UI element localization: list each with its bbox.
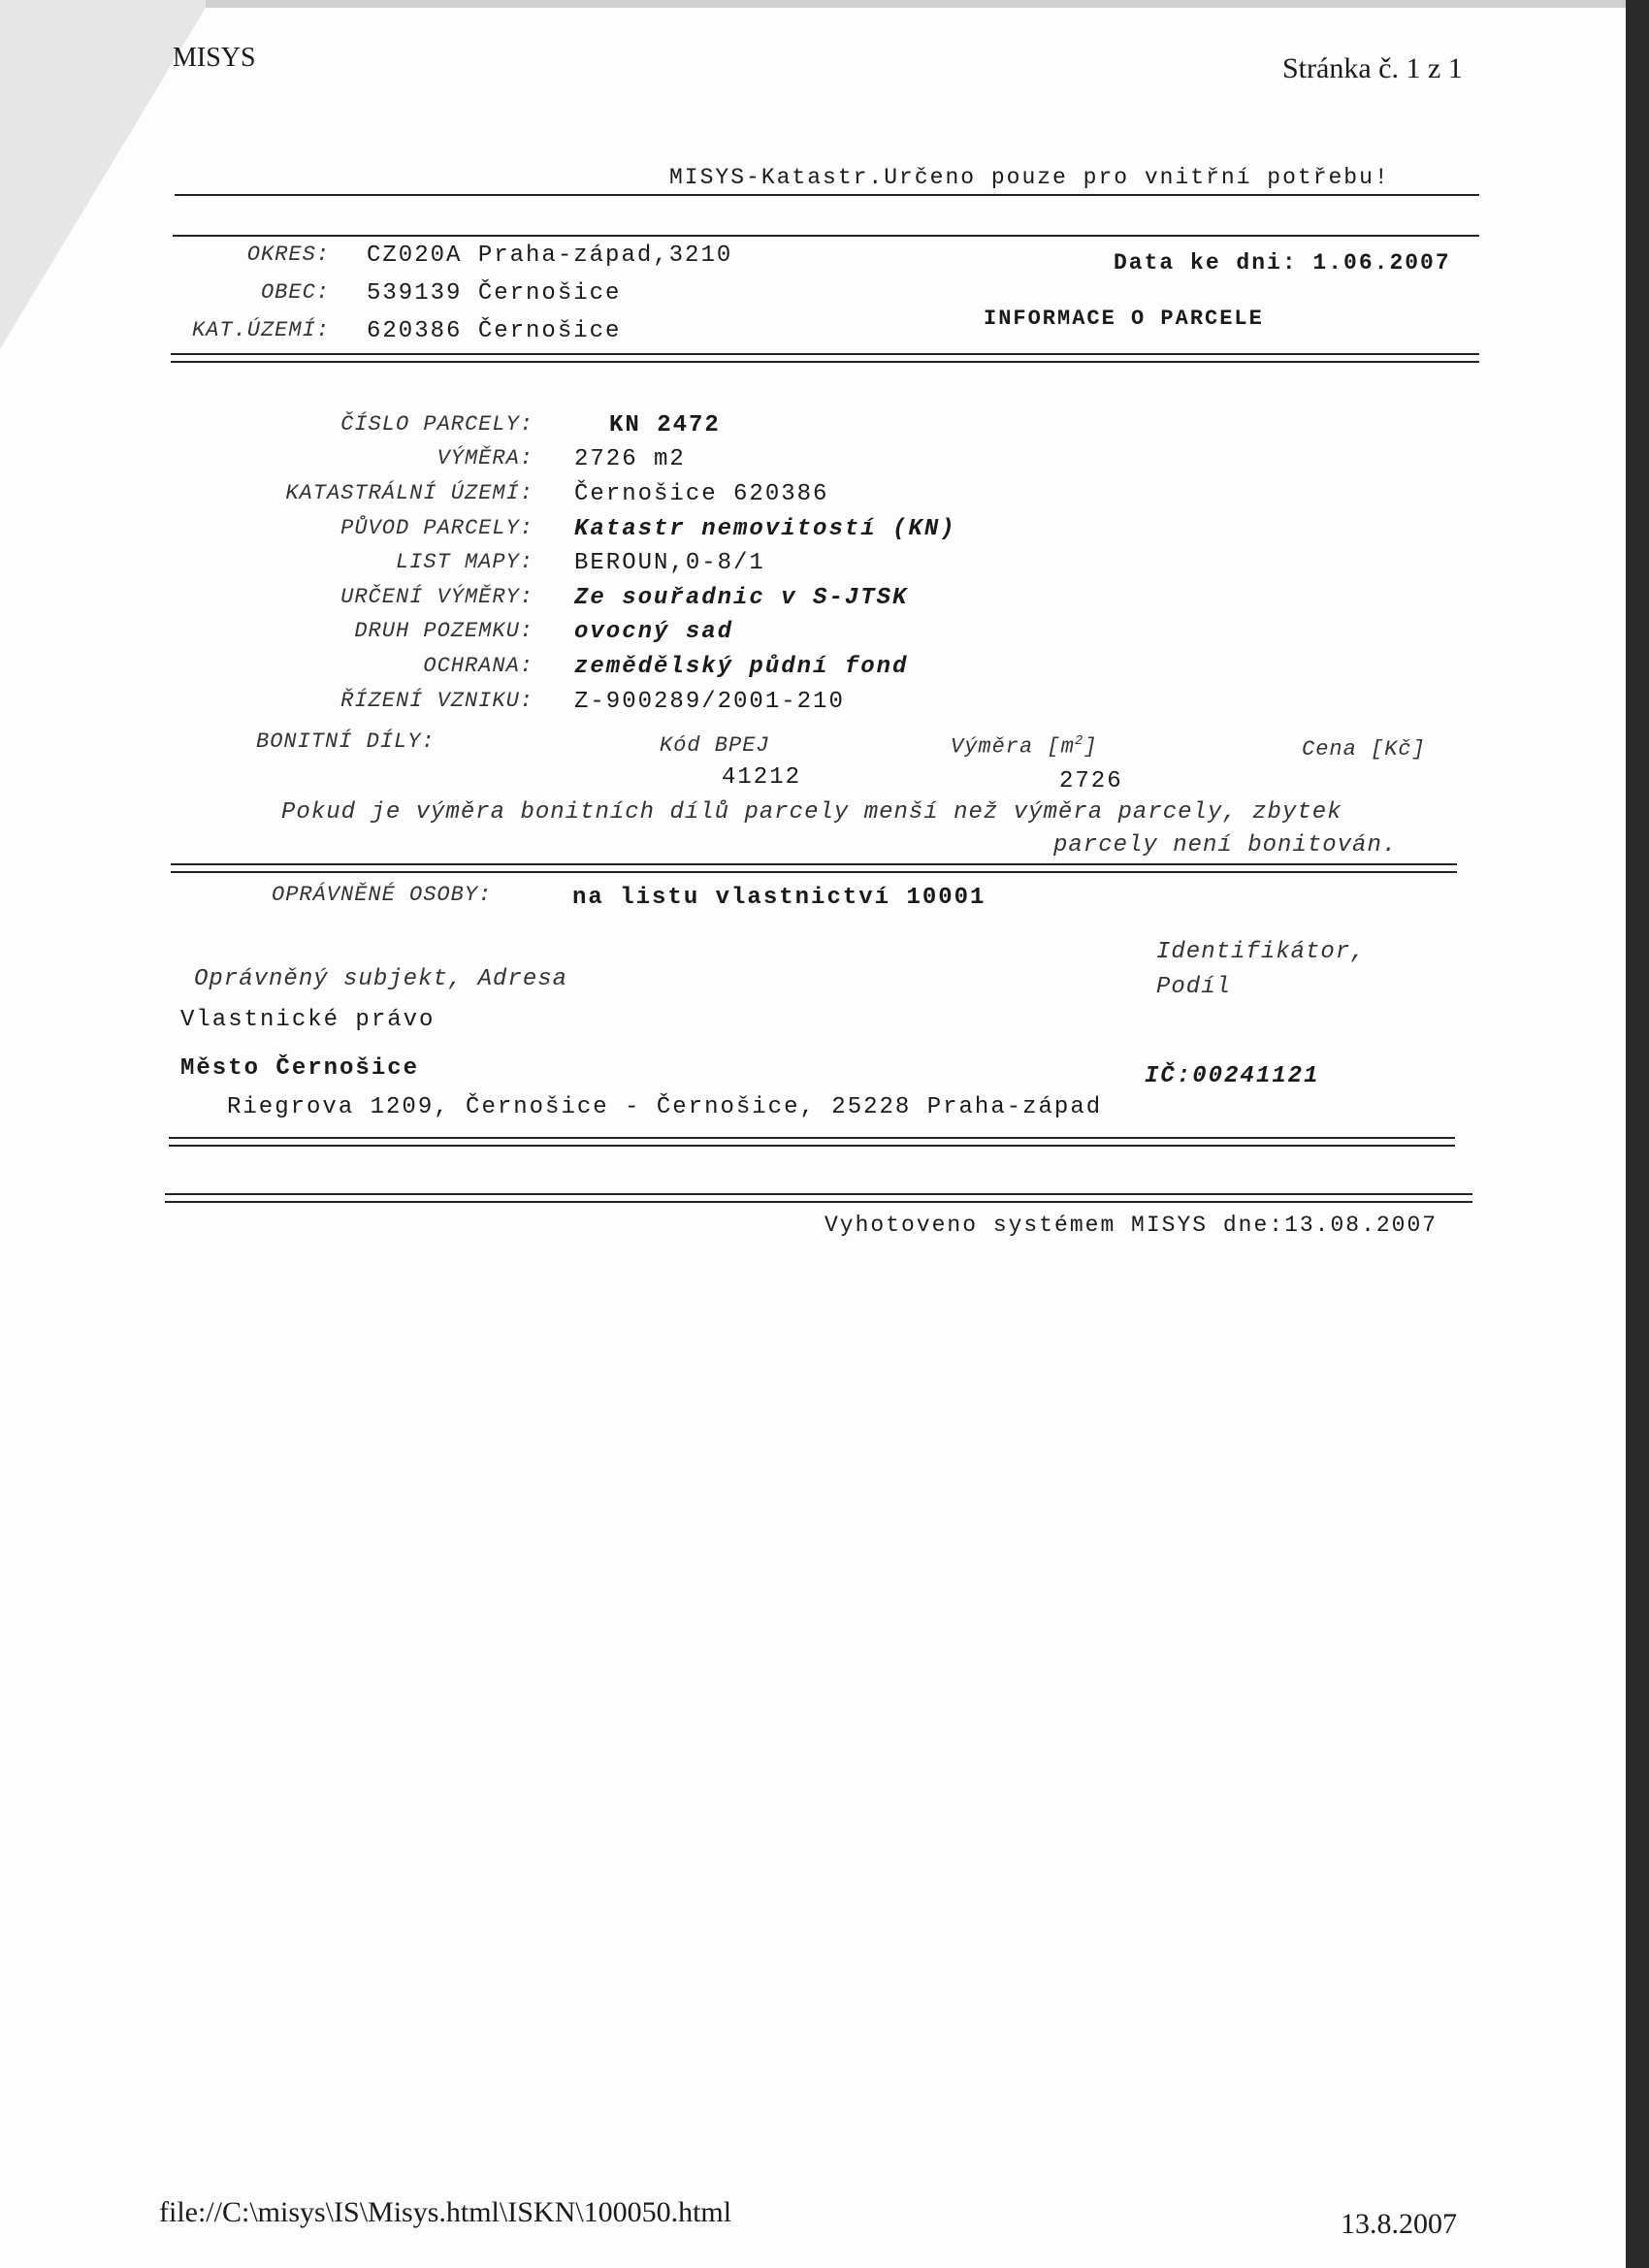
bonitni-note-line1: Pokud je výměra bonitních dílů parcely menší než výměra parcely, zbytek [281,799,1342,826]
cena-header: Cena [Kč] [1302,737,1426,761]
opravneny-subjekt-header: Oprávněný subjekt, Adresa [194,966,568,992]
page-top-edge [206,0,1626,8]
vymera-header-end: ] [1083,734,1098,760]
owner-name: Město Černošice [180,1055,420,1082]
druh-pozemku-value: ovocný sad [574,619,734,645]
obec-label: OBEC: [260,280,330,305]
internal-notice: MISYS-Katastr.Určeno pouze pro vnitřní potřebu! [669,165,1390,190]
page-info: Stránka č. 1 z 1 [1282,52,1463,84]
kat-uzemi-label: KAT.ÚZEMÍ: [191,318,330,342]
print-date: 13.8.2007 [1341,2208,1457,2240]
list-mapy-value: BEROUN,0-8/1 [574,550,765,576]
rizeni-vzniku-label: ŘÍZENÍ VZNIKU: [340,689,534,713]
file-path: file://C:\misys\IS\Misys.html\ISKN\100050.html [159,2196,732,2228]
okres-label: OKRES: [246,243,330,267]
document-title: INFORMACE O PARCELE [984,307,1264,331]
kod-bpej-header: Kód BPEJ [660,733,770,758]
podil-header: Podíl [1156,974,1232,1000]
vymera-header-sup: 2 [1074,733,1084,749]
data-date: Data ke dni: 1.06.2007 [1114,250,1451,275]
location-bottom-rule-2 [171,361,1479,363]
katastralni-uzemi-value: Černošice 620386 [574,481,829,507]
cislo-parcely-label: ČÍSLO PARCELY: [340,412,534,437]
page-right-edge [1626,0,1649,2268]
druh-pozemku-label: DRUH POZEMKU: [354,619,534,643]
kat-uzemi-value: 620386 Černošice [367,318,622,344]
bonitni-rule-1 [171,863,1457,865]
opravnene-osoby-label: OPRÁVNĚNÉ OSOBY: [272,883,493,907]
urceni-vymery-value: Ze souřadnic v S-JTSK [574,585,909,611]
katastralni-uzemi-label: KATASTRÁLNÍ ÚZEMÍ: [285,481,534,505]
vymera-header-text: Výměra [m [951,734,1075,760]
owner-address: Riegrova 1209, Černošice - Černošice, 25228 Praha-západ [227,1094,1103,1120]
app-name: MISYS [173,43,256,73]
vymera-bonit-value: 2726 [1059,768,1123,794]
location-bottom-rule-1 [171,353,1479,355]
owners-rule-1 [169,1137,1455,1139]
footer-rule-2 [165,1201,1472,1203]
ochrana-label: OCHRANA: [423,654,534,678]
right-type: Vlastnické právo [180,1007,436,1033]
header-rule [175,194,1479,196]
ochrana-value: zemědělský půdní fond [574,654,909,680]
location-top-rule [173,235,1479,237]
urceni-vymery-label: URČENÍ VÝMĚRY: [340,585,534,609]
kod-bpej-value: 41212 [722,764,802,791]
identifikator-header: Identifikátor, [1156,939,1366,965]
obec-value: 539139 Černošice [367,280,622,307]
vymera-label: VÝMĚRA: [436,446,534,470]
bonitni-note-line2: parcely není bonitován. [1053,832,1398,859]
owners-rule-2 [169,1145,1455,1147]
bonitni-rule-2 [171,871,1457,873]
okres-value: CZ020A Praha-západ,3210 [367,243,733,269]
cislo-parcely-value: KN 2472 [609,412,721,438]
puvod-parcely-label: PŮVOD PARCELY: [340,516,534,540]
bonitni-dily-label: BONITNÍ DÍLY: [256,729,436,754]
vymera-header [951,733,1097,759]
puvod-parcely-value: Katastr nemovitostí (KN) [574,516,956,542]
generated-note: Vyhotoveno systémem MISYS dne:13.08.2007 [824,1213,1439,1238]
owner-ic: IČ:00241121 [1145,1063,1320,1089]
rizeni-vzniku-value: Z-900289/2001-210 [574,689,845,715]
footer-rule-1 [165,1193,1472,1195]
vymera-value: 2726 m2 [574,446,686,472]
opravnene-osoby-value: na listu vlastnictví 10001 [572,885,986,911]
list-mapy-label: LIST MAPY: [395,550,534,574]
